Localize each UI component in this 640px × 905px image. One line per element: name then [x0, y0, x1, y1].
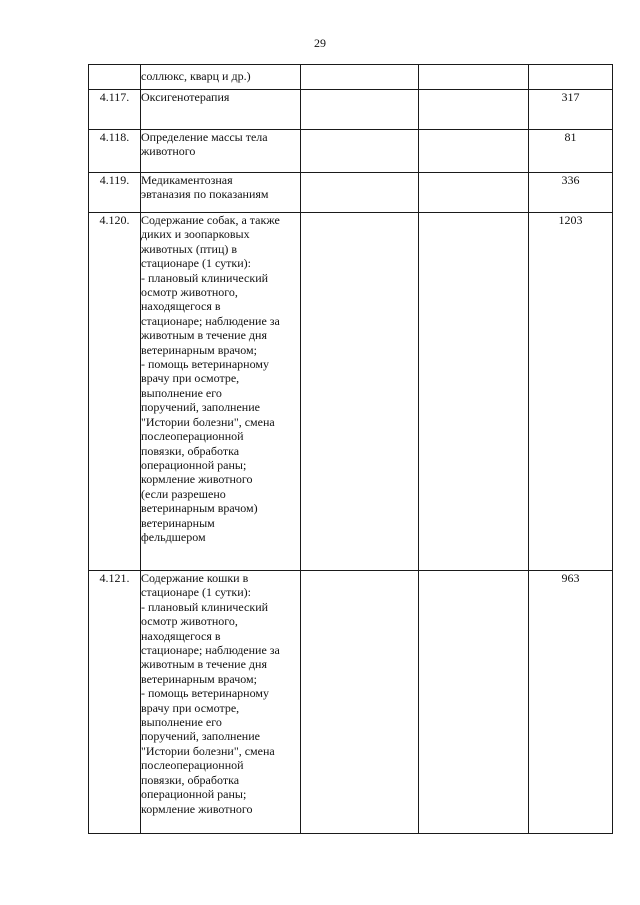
empty-cell	[419, 65, 529, 90]
service-name-cell	[141, 213, 301, 571]
service-name-line: Медикаментозная	[141, 173, 233, 187]
service-name-line: ветеринарным	[141, 515, 215, 530]
service-name-line: осмотр животного,	[141, 285, 238, 300]
service-name-line: кормление животного	[141, 472, 253, 487]
empty-cell	[301, 130, 419, 173]
service-name-line: находящегося в	[141, 628, 221, 643]
service-name-cell	[141, 173, 301, 213]
service-name-line: животных (птиц) в	[141, 241, 238, 256]
service-name-cell	[141, 571, 301, 834]
service-price-cell: 81	[529, 130, 613, 173]
service-name-line: выполнение его	[141, 715, 222, 730]
empty-cell	[301, 173, 419, 213]
empty-cell	[419, 90, 529, 130]
service-name-line: - помощь ветеринарному	[141, 686, 269, 701]
service-name-line: повязки, обработка	[141, 443, 240, 458]
service-number-cell: 4.121.	[89, 571, 141, 834]
service-name-line: - помощь ветеринарному	[141, 357, 269, 372]
service-name-line: "Истории болезни", смена	[141, 743, 275, 758]
service-name-line: эвтаназия по показаниям	[141, 187, 269, 202]
service-name-line: фельдшером	[141, 529, 206, 544]
table-row	[89, 571, 613, 834]
service-name-line: - плановый клинический	[141, 599, 269, 614]
service-name-line: соллюкс, кварц и др.)	[141, 69, 251, 83]
page-number: 29	[314, 36, 326, 50]
service-name-line: послеоперационной	[141, 758, 244, 773]
service-number-cell	[89, 65, 141, 90]
table-row	[89, 130, 613, 173]
service-price-cell: 963	[529, 571, 613, 834]
table-row	[89, 173, 613, 213]
service-number-cell: 4.119.	[89, 173, 141, 213]
service-name-line: выполнение его	[141, 385, 222, 400]
service-name-line: повязки, обработка	[141, 772, 240, 787]
empty-cell	[419, 130, 529, 173]
service-name-line: врачу при осмотре,	[141, 700, 240, 715]
service-name-line: животным в течение дня	[141, 328, 267, 343]
service-name-line: животным в течение дня	[141, 657, 267, 672]
service-name-line: поручений, заполнение	[141, 400, 260, 415]
service-name-line: врачу при осмотре,	[141, 371, 240, 386]
empty-cell	[419, 173, 529, 213]
service-price-cell: 317	[529, 90, 613, 130]
service-number-cell: 4.117.	[89, 90, 141, 130]
table-row	[89, 213, 613, 571]
services-price-table	[88, 64, 613, 834]
service-name-line: Оксигенотерапия	[141, 90, 230, 104]
empty-cell	[419, 213, 529, 571]
service-name-line: ветеринарным врачом)	[141, 501, 258, 516]
empty-cell	[301, 213, 419, 571]
service-price-cell: 336	[529, 173, 613, 213]
service-price-cell	[529, 65, 613, 90]
empty-cell	[419, 571, 529, 834]
service-name-line: - плановый клинический	[141, 270, 269, 285]
service-name-line: "Истории болезни", смена	[141, 414, 275, 429]
service-name-line: стационаре (1 сутки):	[141, 256, 251, 271]
service-name-line: диких и зоопарковых	[141, 227, 250, 242]
service-name-line: Содержание кошки в	[141, 571, 249, 585]
service-number-cell: 4.118.	[89, 130, 141, 173]
service-name-line: ветеринарным врачом;	[141, 671, 257, 686]
service-name-line: кормление животного	[141, 801, 253, 816]
service-name-line: стационаре (1 сутки):	[141, 585, 251, 600]
service-name-line: животного	[141, 144, 196, 159]
service-name-line: послеоперационной	[141, 429, 244, 444]
service-name-line: поручений, заполнение	[141, 729, 260, 744]
service-name-line: (если разрешено	[141, 486, 226, 501]
table-row	[89, 90, 613, 130]
service-name-line: стационаре; наблюдение за	[141, 643, 280, 658]
service-name-cell	[141, 65, 301, 90]
service-name-line: операционной раны;	[141, 457, 247, 472]
service-name-line: ветеринарным врачом;	[141, 342, 257, 357]
service-price-cell: 1203	[529, 213, 613, 571]
service-name-line: находящегося в	[141, 299, 221, 314]
service-name-line: Содержание собак, а также	[141, 213, 280, 227]
service-name-line: осмотр животного,	[141, 614, 238, 629]
service-name-cell	[141, 130, 301, 173]
empty-cell	[301, 571, 419, 834]
empty-cell	[301, 90, 419, 130]
empty-cell	[301, 65, 419, 90]
table-row	[89, 65, 613, 90]
service-name-line: стационаре; наблюдение за	[141, 313, 280, 328]
service-name-line: операционной раны;	[141, 787, 247, 802]
service-name-line: Определение массы тела	[141, 130, 268, 144]
service-number-cell: 4.120.	[89, 213, 141, 571]
service-name-cell	[141, 90, 301, 130]
